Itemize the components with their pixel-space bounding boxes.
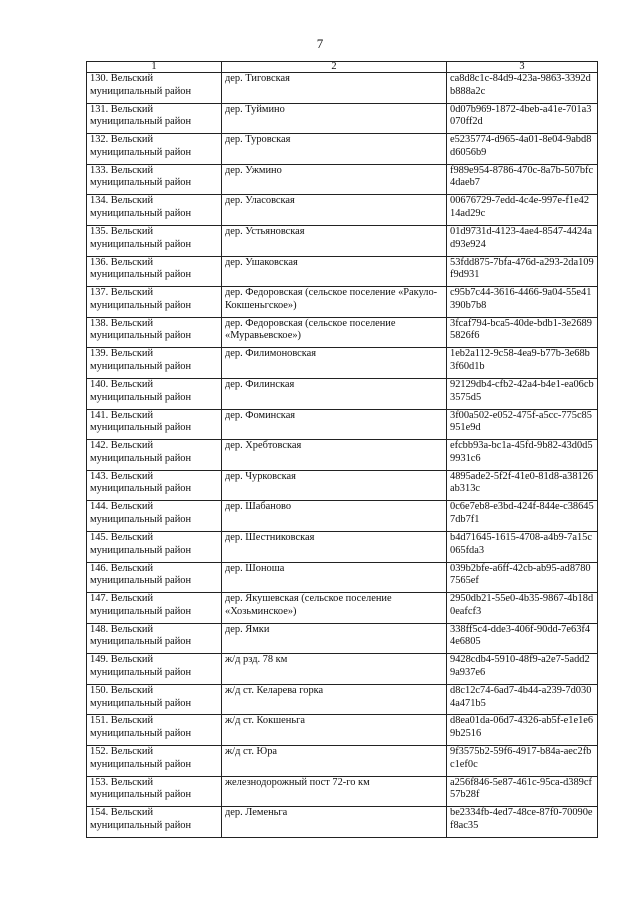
table-row [87, 409, 598, 440]
settlement-cell-text: дер. Шабаново [225, 501, 292, 513]
settlement-cell [222, 807, 447, 838]
guid-cell-text: 9f3575b2-59f6-4917-b84a-aec2fbc1ef0c [450, 746, 592, 770]
guid-cell [447, 256, 598, 287]
district-cell [87, 807, 222, 838]
settlement-cell-text: дер. Леменьга [225, 807, 288, 819]
district-cell-text: 143. Вельский муниципальный район [90, 470, 192, 495]
district-cell [87, 501, 222, 532]
settlement-cell-text: дер. Чурковская [225, 470, 296, 482]
district-cell-text: 148. Вельский муниципальный район [90, 623, 192, 648]
table-row [87, 684, 598, 715]
district-cell [87, 409, 222, 440]
settlement-cell-text: дер. Устьяновская [225, 225, 305, 237]
settlement-cell [222, 531, 447, 562]
settlement-cell [222, 409, 447, 440]
page-number: 7 [316, 36, 324, 51]
settlement-cell [222, 684, 447, 715]
guid-cell-text: f989e954-8786-470c-8a7b-507bfc4daeb7 [450, 164, 594, 189]
settlement-cell-text: дер. Федоровская (сельское поселение «Ракуло-Кокшеньгское») [225, 287, 438, 311]
guid-cell [447, 409, 598, 440]
settlement-cell [222, 715, 447, 746]
guid-cell-text: b4d71645-1615-4708-a4b9-7a15c065fda3 [450, 531, 592, 556]
guid-cell [447, 317, 598, 348]
district-cell [87, 531, 222, 562]
table-row [87, 562, 598, 593]
district-cell-text: 135. Вельский муниципальный район [90, 225, 192, 250]
column-header-2: 2 [222, 62, 447, 73]
table-row [87, 195, 598, 226]
table-row [87, 73, 598, 104]
district-cell-text: 133. Вельский муниципальный район [90, 164, 192, 189]
district-cell [87, 562, 222, 593]
table-row [87, 103, 598, 134]
settlement-cell [222, 103, 447, 134]
settlement-cell-text: дер. Ямки [225, 623, 270, 635]
table-row [87, 593, 598, 624]
guid-cell [447, 287, 598, 318]
settlement-cell-text: дер. Туймино [225, 103, 285, 115]
district-cell [87, 654, 222, 685]
settlement-cell [222, 593, 447, 624]
guid-cell [447, 73, 598, 104]
table-row [87, 317, 598, 348]
settlement-cell [222, 776, 447, 807]
district-cell-text: 145. Вельский муниципальный район [90, 531, 192, 556]
district-cell [87, 776, 222, 807]
district-cell-text: 144. Вельский муниципальный район [90, 501, 192, 526]
district-cell-text: 134. Вельский муниципальный район [90, 195, 192, 220]
district-cell [87, 348, 222, 379]
table-row [87, 715, 598, 746]
settlement-registry-table [86, 61, 598, 838]
district-cell [87, 593, 222, 624]
guid-cell [447, 103, 598, 134]
settlement-cell [222, 654, 447, 685]
guid-cell-text: 1eb2a112-9c58-4ea9-b77b-3e68b3f60d1b [450, 348, 590, 373]
guid-cell [447, 470, 598, 501]
settlement-cell [222, 440, 447, 471]
settlement-cell-text: дер. Ужмино [225, 164, 282, 176]
table-row [87, 531, 598, 562]
guid-cell-text: 4895ade2-5f2f-41e0-81d8-a38126ab313c [450, 470, 594, 495]
table-row [87, 470, 598, 501]
settlement-cell-text: дер. Хребтовская [225, 440, 302, 452]
district-cell-text: 154. Вельский муниципальный район [90, 807, 192, 831]
settlement-cell [222, 256, 447, 287]
settlement-cell [222, 134, 447, 165]
settlement-cell [222, 73, 447, 104]
district-cell-text: 141. Вельский муниципальный район [90, 409, 192, 434]
table-row [87, 225, 598, 256]
settlement-cell-text: дер. Федоровская (сельское поселение «Муравьевское») [225, 317, 396, 342]
guid-cell-text: 0d07b969-1872-4beb-a41e-701a3070ff2d [450, 103, 592, 128]
district-cell [87, 378, 222, 409]
guid-cell-text: 0c6e7eb8-e3bd-424f-844e-c386457db7f1 [450, 501, 594, 526]
district-cell [87, 684, 222, 715]
district-cell [87, 134, 222, 165]
guid-cell-text: efcbb93a-bc1a-45fd-9b82-43d0d59931c6 [450, 440, 593, 464]
settlement-cell [222, 562, 447, 593]
settlement-cell-text: дер. Тиговская [225, 73, 290, 84]
settlement-cell-text: дер. Ушаковская [225, 256, 298, 268]
guid-cell [447, 195, 598, 226]
district-cell-text: 136. Вельский муниципальный район [90, 256, 192, 281]
guid-cell [447, 715, 598, 746]
table-row [87, 654, 598, 685]
guid-cell-text: 53fdd875-7bfa-476d-a293-2da109f9d931 [450, 256, 594, 281]
district-cell [87, 225, 222, 256]
settlement-cell-text: ж/д ст. Юра [225, 746, 278, 758]
guid-cell-text: 3f00a502-e052-475f-a5cc-775c85951e9d [450, 409, 592, 434]
table-row [87, 440, 598, 471]
guid-cell-text: 2950db21-55e0-4b35-9867-4b18d0eafcf3 [450, 593, 594, 617]
district-cell-text: 130. Вельский муниципальный район [90, 73, 192, 97]
guid-cell-text: 338ff5c4-dde3-406f-90dd-7e63f44e6805 [450, 623, 591, 648]
guid-cell [447, 623, 598, 654]
guid-cell [447, 348, 598, 379]
settlement-cell-text: дер. Фоминская [225, 409, 296, 421]
settlement-cell-text: ж/д ст. Кокшеньга [225, 715, 305, 727]
settlement-cell [222, 623, 447, 654]
district-cell-text: 150. Вельский муниципальный район [90, 684, 192, 709]
district-cell-text: 149. Вельский муниципальный район [90, 654, 192, 678]
table-row [87, 256, 598, 287]
guid-cell-text: d8c12c74-6ad7-4b44-a239-7d0304a471b5 [450, 684, 592, 709]
table-row [87, 164, 598, 195]
guid-cell [447, 134, 598, 165]
district-cell [87, 715, 222, 746]
settlement-cell [222, 317, 447, 348]
district-cell [87, 287, 222, 318]
table-row [87, 134, 598, 165]
district-cell-text: 139. Вельский муниципальный район [90, 348, 192, 373]
table-row [87, 348, 598, 379]
settlement-cell-text: дер. Уласовская [225, 195, 295, 207]
guid-cell-text: 01d9731d-4123-4ae4-8547-4424ad93e924 [450, 225, 592, 250]
district-cell-text: 153. Вельский муниципальный район [90, 776, 192, 801]
table-row [87, 776, 598, 807]
district-cell-text: 131. Вельский муниципальный район [90, 103, 192, 128]
table-row [87, 807, 598, 838]
guid-cell [447, 593, 598, 624]
settlement-cell-text: дер. Шестниковская [225, 531, 315, 543]
guid-cell-text: 3fcaf794-bca5-40de-bdb1-3e26895826f6 [450, 317, 592, 342]
guid-cell-text: 92129db4-cfb2-42a4-b4e1-ea06cb3575d5 [450, 378, 594, 403]
settlement-cell [222, 378, 447, 409]
guid-cell [447, 225, 598, 256]
guid-cell [447, 684, 598, 715]
district-cell [87, 440, 222, 471]
district-cell-text: 146. Вельский муниципальный район [90, 562, 192, 587]
district-cell-text: 152. Вельский муниципальный район [90, 746, 192, 770]
guid-cell [447, 531, 598, 562]
district-cell-text: 137. Вельский муниципальный район [90, 287, 192, 311]
settlement-cell-text: ж/д ст. Келарева горка [225, 684, 324, 696]
guid-cell [447, 501, 598, 532]
guid-cell-text: e5235774-d965-4a01-8e04-9abd8d6056b9 [450, 134, 592, 158]
district-cell [87, 195, 222, 226]
settlement-cell-text: дер. Якушевская (сельское поселение «Хозьминское») [225, 593, 392, 617]
table-header-row [87, 62, 598, 73]
district-cell-text: 132. Вельский муниципальный район [90, 134, 192, 158]
table-row [87, 746, 598, 777]
district-cell-text: 142. Вельский муниципальный район [90, 440, 192, 464]
table-row [87, 287, 598, 318]
column-header-1: 1 [87, 62, 222, 73]
column-header-3: 3 [447, 62, 598, 73]
district-cell [87, 746, 222, 777]
guid-cell-text: be2334fb-4ed7-48ce-87f0-70090ef8ac35 [450, 807, 593, 831]
settlement-cell [222, 746, 447, 777]
guid-cell [447, 746, 598, 777]
district-cell-text: 147. Вельский муниципальный район [90, 593, 192, 617]
guid-cell-text: 00676729-7edd-4c4e-997e-f1e4214ad29c [450, 195, 590, 220]
settlement-cell [222, 287, 447, 318]
guid-cell [447, 776, 598, 807]
guid-cell [447, 378, 598, 409]
settlement-cell-text: дер. Туровская [225, 134, 291, 146]
table-row [87, 623, 598, 654]
district-cell [87, 623, 222, 654]
district-cell-text: 140. Вельский муниципальный район [90, 378, 192, 403]
guid-cell-text: d8ea01da-06d7-4326-ab5f-e1e1e69b2516 [450, 715, 594, 740]
guid-cell [447, 562, 598, 593]
guid-cell-text: 039b2bfe-a6ff-42cb-ab95-ad87807565ef [450, 562, 591, 587]
settlement-cell-text: дер. Шоноша [225, 562, 285, 574]
guid-cell-text: 9428cdb4-5910-48f9-a2e7-5add29a937e6 [450, 654, 590, 678]
settlement-cell-text: дер. Филимоновская [225, 348, 317, 360]
guid-cell [447, 807, 598, 838]
guid-cell-text: c95b7c44-3616-4466-9a04-55e41390b7b8 [450, 287, 592, 311]
district-cell [87, 73, 222, 104]
settlement-cell [222, 470, 447, 501]
settlement-cell-text: дер. Филинская [225, 378, 295, 390]
district-cell-text: 151. Вельский муниципальный район [90, 715, 192, 740]
settlement-cell [222, 501, 447, 532]
settlement-cell [222, 225, 447, 256]
district-cell [87, 470, 222, 501]
settlement-cell [222, 164, 447, 195]
district-cell [87, 317, 222, 348]
guid-cell [447, 164, 598, 195]
settlement-cell [222, 195, 447, 226]
settlement-cell-text: ж/д рзд. 78 км [225, 654, 288, 666]
guid-cell-text: ca8d8c1c-84d9-423a-9863-3392db888a2c [450, 73, 591, 97]
settlement-cell-text: железнодорожный пост 72-го км [225, 776, 370, 788]
guid-cell-text: a256f846-5e87-461c-95ca-d389cf57b28f [450, 776, 592, 801]
table-row [87, 501, 598, 532]
table-body [87, 73, 598, 838]
district-cell-text: 138. Вельский муниципальный район [90, 317, 192, 342]
guid-cell [447, 654, 598, 685]
settlement-cell [222, 348, 447, 379]
district-cell [87, 103, 222, 134]
district-cell [87, 164, 222, 195]
district-cell [87, 256, 222, 287]
table-row [87, 378, 598, 409]
guid-cell [447, 440, 598, 471]
